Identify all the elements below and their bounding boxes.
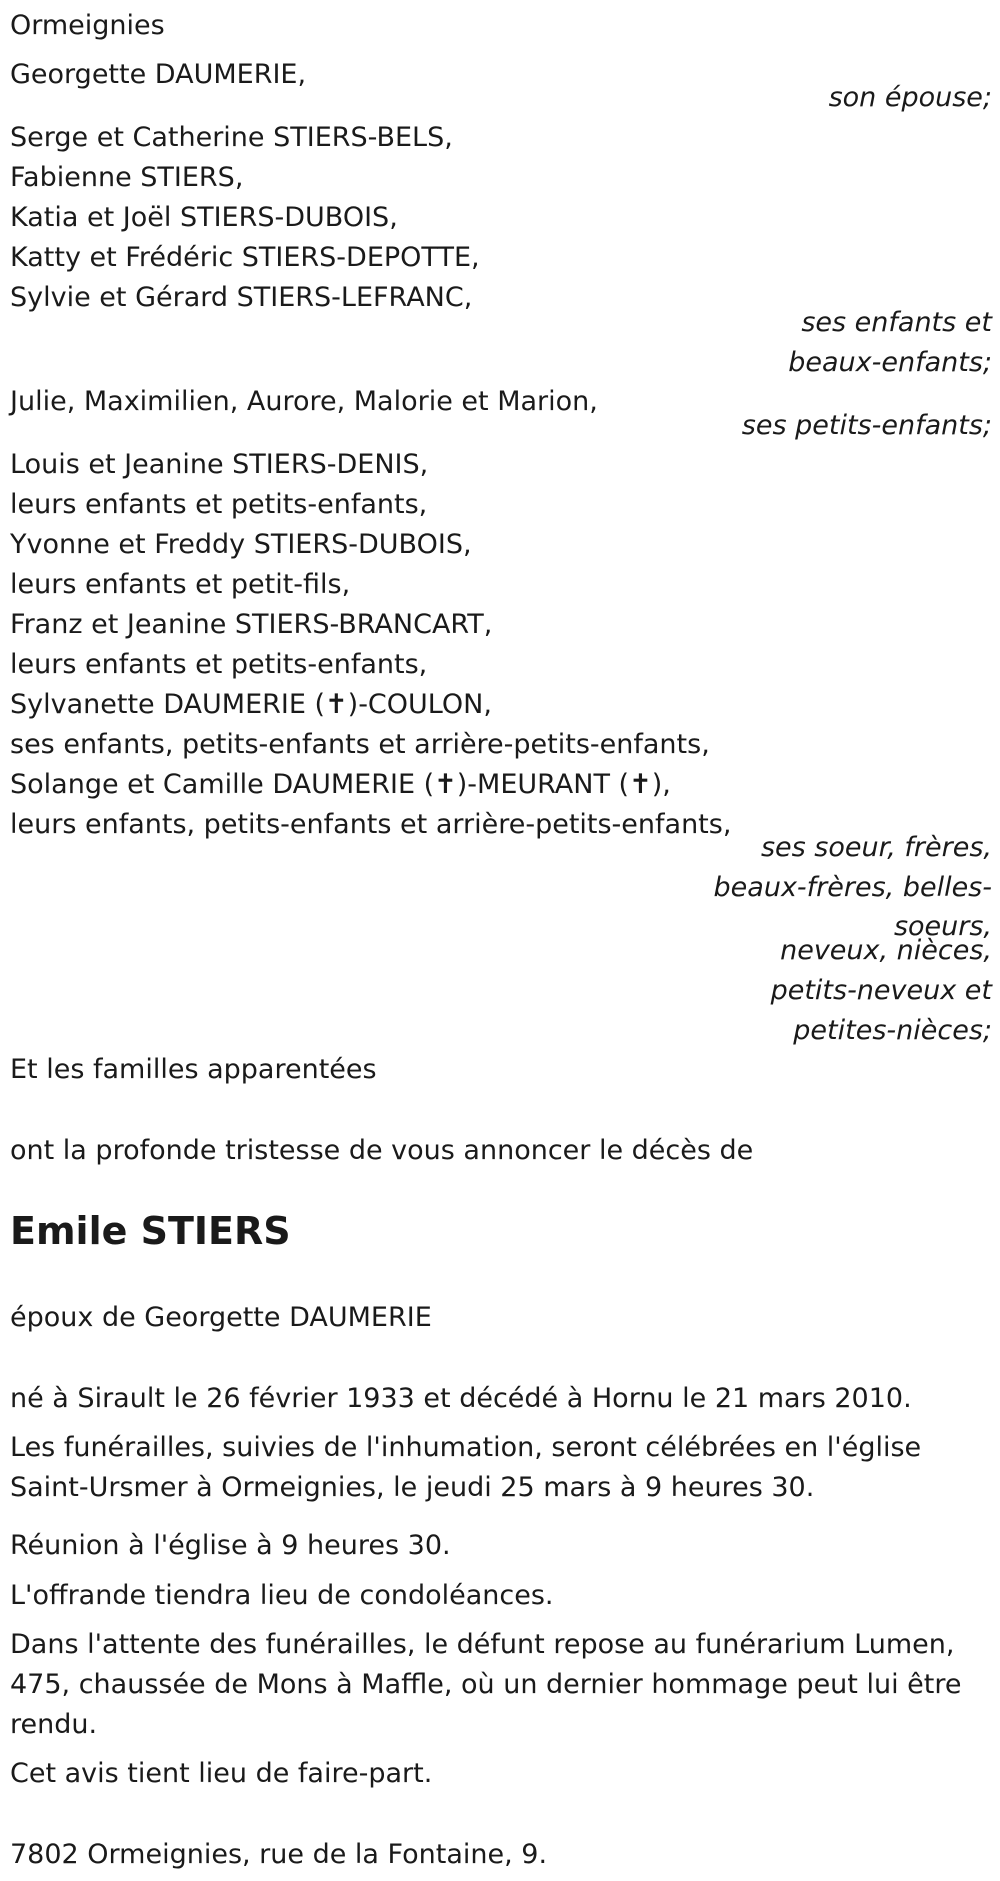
child-line: Katia et Joël STIERS-DUBOIS, [10,202,398,233]
child-line: Katty et Frédéric STIERS-DEPOTTE, [10,242,480,273]
address-line: 7802 Ormeignies, rue de la Fontaine, 9. [10,1839,548,1870]
sibling-line: Louis et Jeanine STIERS-DENIS, [10,449,429,480]
sibling-line: ses enfants, petits-enfants et arrière-petits-enfants, [10,729,710,760]
children-relation: ses enfants et [801,307,992,338]
sibling-line: leurs enfants et petits-enfants, [10,649,428,680]
offering-line: L'offrande tiendra lieu de condoléances. [10,1580,554,1611]
spouse-relation: son épouse; [828,82,992,113]
funeral-paragraph: Les funérailles, suivies de l'inhumation, seront célébrées en l'église Saint-Ursmer à Ormeignies, le jeudi 25 mars à 9 heures 30. [10,1432,922,1503]
families-line: Et les familles apparentées [10,1054,377,1085]
sibling-line: leurs enfants et petits-enfants, [10,489,428,520]
birth-death-line: né à Sirault le 26 février 1933 et décédé à Hornu le 21 mars 2010. [10,1383,912,1414]
siblings-relation: petits-neveux et [770,975,992,1006]
child-line: Fabienne STIERS, [10,162,244,193]
announcement-line: ont la profonde tristesse de vous annoncer le décès de [10,1135,754,1166]
spouse-of-line: époux de Georgette DAUMERIE [10,1302,432,1333]
sibling-line: Solange et Camille DAUMERIE (✝)-MEURANT (✝), [10,769,671,800]
child-line: Serge et Catherine STIERS-BELS, [10,122,453,153]
children-relation: beaux-enfants; [788,347,992,378]
funerarium-paragraph: Dans l'attente des funérailles, le défunt repose au funérarium Lumen, 475, chaussée de Mons à Maffle, où un dernier hommage peut lui être rendu. [10,1629,962,1740]
sibling-line: leurs enfants, petits-enfants et arrière-petits-enfants, [10,809,732,840]
grandchildren-relation: ses petits-enfants; [741,410,992,441]
deceased-name: Emile STIERS [10,1209,291,1253]
siblings-relation: beaux-frères, belles- [713,872,992,903]
siblings-relation: neveux, nièces, [780,935,992,966]
siblings-relation: soeurs, [893,911,992,942]
sibling-line: Franz et Jeanine STIERS-BRANCART, [10,609,493,640]
spouse-name: Georgette DAUMERIE, [10,59,307,90]
notice-line: Cet avis tient lieu de faire-part. [10,1758,433,1789]
place-header: Ormeignies [10,10,165,41]
sibling-line: Yvonne et Freddy STIERS-DUBOIS, [10,529,472,560]
sibling-line: Sylvanette DAUMERIE (✝)-COULON, [10,689,492,720]
siblings-relation: ses soeur, frères, [760,832,992,863]
meeting-line: Réunion à l'église à 9 heures 30. [10,1530,451,1561]
sibling-line: leurs enfants et petit-fils, [10,569,351,600]
child-line: Sylvie et Gérard STIERS-LEFRANC, [10,282,473,313]
grandchildren-names: Julie, Maximilien, Aurore, Malorie et Marion, [10,386,598,417]
siblings-relation: petites-nièces; [793,1015,992,1046]
